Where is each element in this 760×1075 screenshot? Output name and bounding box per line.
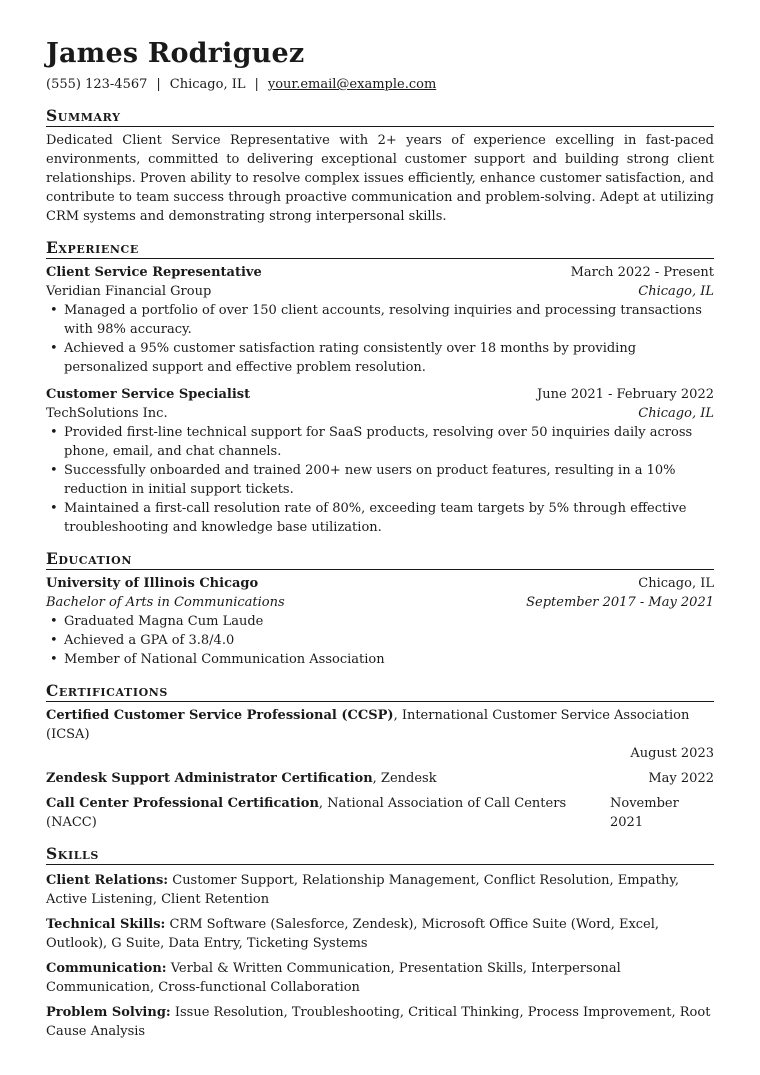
certification-item	[46, 769, 714, 788]
certification-name: Call Center Professional Certification	[46, 796, 319, 811]
summary-text: Dedicated Client Service Representative with 2+ years of experience excelling in fast-paced environments, committed to delivering exceptional customer support and building strong client relationships. Proven ability to resolve complex issues efficiently, enhance customer satisfaction, and contribute to team success through proactive communication and problem-solving. Adept at utilizing CRM systems and demonstrating strong interpersonal skills.	[46, 133, 714, 224]
job-dates: March 2022 - Present	[570, 265, 714, 280]
summary-section	[46, 106, 714, 226]
job-entry	[46, 385, 714, 537]
skill-text: Verbal & Written Communication, Presentation Skills, Interpersonal Communication, Cross-functional Collaboration	[46, 961, 621, 995]
certification-issuer: , Zendesk	[372, 771, 437, 786]
contact-line	[46, 76, 714, 94]
certification-item	[46, 706, 714, 763]
section-title-education: Education	[46, 549, 714, 570]
skill-group	[46, 1003, 714, 1041]
skill-label: Technical Skills:	[46, 917, 166, 932]
list-item: • Achieved a GPA of 3.8/4.0	[46, 631, 714, 650]
job-dates: June 2021 - February 2022	[537, 387, 714, 402]
list-item: • Successfully onboarded and trained 200+ new users on product features, resulting in a 10% reduction in initial support tickets.	[46, 461, 714, 499]
list-item: • Graduated Magna Cum Laude	[46, 612, 714, 631]
certification-name: Certified Customer Service Professional (CCSP)	[46, 708, 394, 723]
job-company: TechSolutions Inc.	[46, 406, 168, 421]
section-title-certifications: Certifications	[46, 681, 714, 702]
experience-section	[46, 238, 714, 537]
education-dates: September 2017 - May 2021	[526, 595, 714, 610]
skill-group	[46, 959, 714, 997]
job-role: Client Service Representative	[46, 265, 262, 280]
education-bullets	[46, 612, 714, 669]
skill-group	[46, 915, 714, 953]
list-item: • Maintained a first-call resolution rate of 80%, exceeding team targets by 5% through effective troubleshooting and knowledge base utilization.	[46, 499, 714, 537]
skill-group	[46, 871, 714, 909]
skill-text: Issue Resolution, Troubleshooting, Critical Thinking, Process Improvement, Root Cause Analysis	[46, 1005, 711, 1039]
certifications-section	[46, 681, 714, 832]
location-text: Chicago, IL	[169, 77, 246, 92]
certification-date: November 2021	[610, 796, 679, 830]
skills-section	[46, 844, 714, 1041]
job-role: Customer Service Specialist	[46, 387, 251, 402]
certification-issuer: , National Association of Call Centers (NACC)	[46, 796, 567, 830]
job-entry	[46, 263, 714, 377]
email-link[interactable]: your.email@example.com	[267, 77, 437, 92]
certification-item	[46, 794, 714, 832]
education-section	[46, 549, 714, 669]
skill-text: Customer Support, Relationship Management, Conflict Resolution, Empathy, Active Listening, Client Retention	[46, 873, 680, 907]
degree-name: Bachelor of Arts in Communications	[46, 595, 285, 610]
list-item: • Member of National Communication Association	[46, 650, 714, 669]
contact-separator: |	[156, 77, 161, 92]
list-item: • Managed a portfolio of over 150 client accounts, resolving inquiries and processing transactions with 98% accuracy.	[46, 301, 714, 339]
skill-text: CRM Software (Salesforce, Zendesk), Microsoft Office Suite (Word, Excel, Outlook), G Suite, Data Entry, Ticketing Systems	[46, 917, 660, 951]
job-bullets	[46, 423, 714, 537]
certification-date: August 2023	[630, 746, 714, 761]
certification-name: Zendesk Support Administrator Certification	[46, 771, 373, 786]
education-entry	[46, 574, 714, 669]
section-title-experience: Experience	[46, 238, 714, 259]
candidate-name: James Rodriguez	[46, 38, 305, 69]
phone-number: (555) 123-4567	[46, 77, 148, 92]
list-item: • Provided first-line technical support for SaaS products, resolving over 50 inquiries daily across phone, email, and chat channels.	[46, 423, 714, 461]
job-location: Chicago, IL	[638, 406, 714, 421]
school-location: Chicago, IL	[638, 576, 714, 591]
contact-separator: |	[254, 77, 259, 92]
job-location: Chicago, IL	[638, 284, 714, 299]
certification-issuer: , International Customer Service Association (ICSA)	[46, 708, 690, 742]
skill-label: Problem Solving:	[46, 1005, 171, 1020]
skill-label: Client Relations:	[46, 873, 169, 888]
section-title-summary: Summary	[46, 106, 714, 127]
job-company: Veridian Financial Group	[46, 284, 212, 299]
job-bullets	[46, 301, 714, 377]
certification-date: May 2022	[648, 771, 714, 786]
section-title-skills: Skills	[46, 844, 714, 865]
skill-label: Communication:	[46, 961, 167, 976]
list-item: • Achieved a 95% customer satisfaction rating consistently over 18 months by providing personalized support and effective problem resolution.	[46, 339, 714, 377]
school-name: University of Illinois Chicago	[46, 576, 259, 591]
